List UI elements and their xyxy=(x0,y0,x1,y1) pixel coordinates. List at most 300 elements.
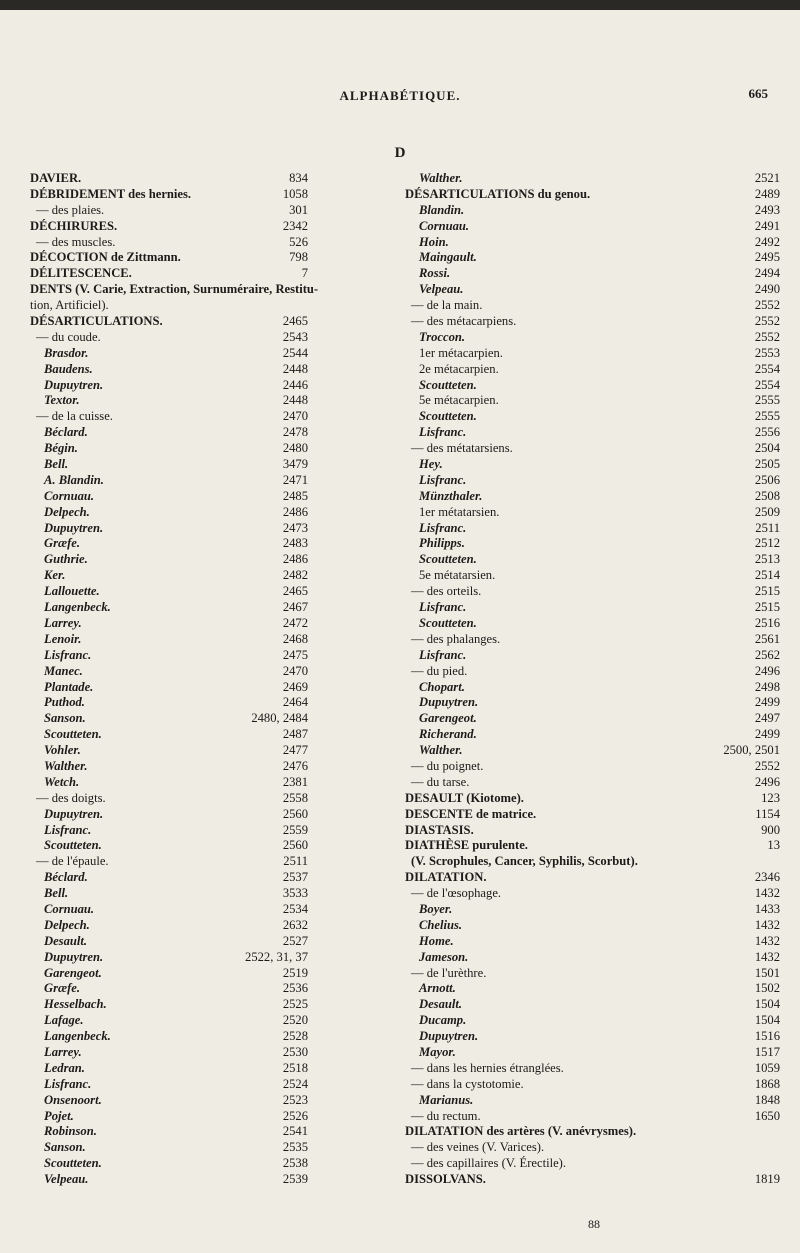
entry-reference-number: 798 xyxy=(289,250,308,265)
entry-term: DESAULT (Kiotome). xyxy=(405,790,524,805)
entry-term: 2e métacarpien. xyxy=(419,361,499,376)
index-entry xyxy=(30,187,400,203)
entry-reference-number: 2495 xyxy=(754,250,780,265)
entry-term: — des orteils. xyxy=(411,584,482,599)
entry-term: (V. Scrophules, Cancer, Syphilis, Scorbut). xyxy=(411,854,638,869)
entry-reference-number: 2511 xyxy=(755,520,780,535)
index-entry xyxy=(405,823,780,839)
entry-reference-number: 1848 xyxy=(754,1092,780,1107)
entry-term: Desault. xyxy=(44,933,88,948)
index-entry xyxy=(30,298,400,314)
entry-term: Cornuau. xyxy=(44,901,95,916)
entry-reference-number: 7 xyxy=(301,266,308,281)
index-entry xyxy=(30,219,400,235)
page-number: 665 xyxy=(748,86,768,101)
index-entry xyxy=(30,1029,400,1045)
entry-reference-number: 2500, 2501 xyxy=(723,743,780,758)
index-entry xyxy=(405,282,780,298)
index-entry xyxy=(30,902,400,918)
index-entry xyxy=(405,568,780,584)
index-entry xyxy=(30,1172,400,1188)
entry-term: Ker. xyxy=(44,568,66,583)
entry-reference-number: 2473 xyxy=(282,520,308,535)
entry-reference-number: 1432 xyxy=(754,917,780,932)
entry-term: Langenbeck. xyxy=(44,600,111,615)
entry-reference-number: 2556 xyxy=(754,425,780,440)
index-entry xyxy=(30,441,400,457)
entry-reference-number: 1058 xyxy=(282,186,308,201)
index-entry xyxy=(405,680,780,696)
entry-term: Lisfranc. xyxy=(419,600,467,615)
entry-reference-number: 2512 xyxy=(754,536,780,551)
entry-reference-number: 2528 xyxy=(282,1029,308,1044)
entry-term: — des capillaires (V. Érectile). xyxy=(411,1156,567,1171)
section-letter: D xyxy=(394,145,406,161)
entry-reference-number: 2475 xyxy=(282,647,308,662)
entry-term: — dans la cystotomie. xyxy=(411,1076,524,1091)
index-entry xyxy=(405,759,780,775)
entry-reference-number: 2518 xyxy=(282,1060,308,1075)
entry-term: — du rectum. xyxy=(411,1108,481,1123)
index-entry xyxy=(30,409,400,425)
entry-reference-number: 2537 xyxy=(282,870,308,885)
entry-term: Sanson. xyxy=(44,711,86,726)
entry-reference-number: 2562 xyxy=(754,647,780,662)
entry-term: — de la main. xyxy=(411,298,483,313)
index-entry xyxy=(405,711,780,727)
entry-term: — des métatarsiens. xyxy=(411,441,513,456)
entry-reference-number: 2469 xyxy=(282,679,308,694)
entry-term: Puthod. xyxy=(44,695,85,710)
entry-term: Onsenoort. xyxy=(44,1092,102,1107)
entry-reference-number: 2493 xyxy=(754,202,780,217)
entry-term: DÉLITESCENCE. xyxy=(30,266,132,281)
entry-reference-number: 1432 xyxy=(754,949,780,964)
index-entry xyxy=(30,330,400,346)
entry-term: Lisfranc. xyxy=(419,425,467,440)
entry-reference-number: 2492 xyxy=(754,234,780,249)
entry-term: Dupuytren. xyxy=(419,695,479,710)
index-entry xyxy=(30,759,400,775)
index-entry xyxy=(30,791,400,807)
index-entry xyxy=(405,235,780,251)
entry-term: Lafage. xyxy=(44,1013,84,1028)
entry-reference-number: 2511 xyxy=(283,854,308,869)
entry-term: 5e métatarsien. xyxy=(419,568,496,583)
entry-term: Walther. xyxy=(419,743,463,758)
entry-reference-number: 2448 xyxy=(282,361,308,376)
entry-reference-number: 2506 xyxy=(754,472,780,487)
index-entry xyxy=(30,823,400,839)
index-entry xyxy=(405,441,780,457)
entry-reference-number: 1154 xyxy=(755,806,780,821)
entry-reference-number: 2472 xyxy=(282,615,308,630)
entry-term: Hey. xyxy=(419,457,443,472)
entry-term: — de l'épaule. xyxy=(36,854,109,869)
index-entry xyxy=(405,616,780,632)
entry-term: Arnott. xyxy=(419,981,456,996)
entry-term: — des doigts. xyxy=(36,790,106,805)
entry-term: Cornuau. xyxy=(419,218,470,233)
entry-term: — de l'urèthre. xyxy=(411,965,487,980)
index-entry xyxy=(405,775,780,791)
entry-reference-number: 2499 xyxy=(754,727,780,742)
entry-term: — de l'œsophage. xyxy=(411,886,502,901)
index-entry xyxy=(405,886,780,902)
index-entry xyxy=(30,505,400,521)
entry-reference-number: 2560 xyxy=(282,806,308,821)
entry-term: Ducamp. xyxy=(419,1013,467,1028)
entry-term: Delpech. xyxy=(44,917,90,932)
entry-term: Sanson. xyxy=(44,1140,86,1155)
entry-reference-number: 2552 xyxy=(754,314,780,329)
index-entry xyxy=(405,854,780,870)
entry-reference-number: 2544 xyxy=(282,345,308,360)
entry-reference-number: 1868 xyxy=(754,1076,780,1091)
entry-reference-number: 2446 xyxy=(282,377,308,392)
entry-reference-number: 2539 xyxy=(282,1172,308,1187)
entry-term: Textor. xyxy=(44,393,80,408)
index-entry xyxy=(405,918,780,934)
index-entry xyxy=(30,250,400,266)
entry-reference-number: 2497 xyxy=(754,711,780,726)
index-entry xyxy=(405,473,780,489)
entry-reference-number: 3533 xyxy=(282,886,308,901)
index-entry xyxy=(30,600,400,616)
entry-reference-number: 2471 xyxy=(282,472,308,487)
entry-term: Dupuytren. xyxy=(419,1029,479,1044)
index-entry xyxy=(405,1172,780,1188)
entry-reference-number: 2342 xyxy=(282,218,308,233)
entry-term: Desault. xyxy=(419,997,463,1012)
entry-term: Blandin. xyxy=(419,202,465,217)
entry-term: DAVIER. xyxy=(30,171,82,185)
entry-term: Velpeau. xyxy=(419,282,464,297)
index-entry xyxy=(30,616,400,632)
index-entry xyxy=(405,1093,780,1109)
index-entry xyxy=(405,648,780,664)
index-column-left xyxy=(30,171,400,1188)
index-entry xyxy=(405,536,780,552)
index-entry xyxy=(30,775,400,791)
index-entry xyxy=(30,1077,400,1093)
entry-reference-number: 2541 xyxy=(282,1124,308,1139)
index-entry xyxy=(405,600,780,616)
entry-reference-number: 2467 xyxy=(282,600,308,615)
entry-term: Guthrie. xyxy=(44,552,88,567)
index-entry xyxy=(405,1045,780,1061)
entry-reference-number: 2513 xyxy=(754,552,780,567)
index-entry xyxy=(30,1061,400,1077)
entry-term: Delpech. xyxy=(44,504,90,519)
index-entry xyxy=(30,314,400,330)
entry-term: Chelius. xyxy=(419,917,463,932)
entry-term: — du pied. xyxy=(411,663,468,678)
entry-reference-number: 2527 xyxy=(282,933,308,948)
entry-term: Dupuytren. xyxy=(44,949,104,964)
entry-term: tion, Artificiel). xyxy=(30,298,109,313)
index-entry xyxy=(30,457,400,473)
index-entry xyxy=(405,1140,780,1156)
entry-term: DIATHÈSE purulente. xyxy=(405,838,528,853)
entry-term: Garengeot. xyxy=(419,711,477,726)
entry-term: Lenoir. xyxy=(44,631,82,646)
entry-term: Dupuytren. xyxy=(44,806,104,821)
entry-reference-number: 1059 xyxy=(754,1060,780,1075)
entry-reference-number: 2552 xyxy=(754,298,780,313)
index-entry xyxy=(405,934,780,950)
index-entry xyxy=(30,1093,400,1109)
index-entry xyxy=(30,552,400,568)
index-entry xyxy=(405,489,780,505)
index-entry xyxy=(30,584,400,600)
index-entry xyxy=(30,235,400,251)
entry-term: Walther. xyxy=(419,171,463,185)
entry-term: Pojet. xyxy=(44,1108,74,1123)
index-entry xyxy=(405,966,780,982)
entry-reference-number: 123 xyxy=(761,790,780,805)
entry-reference-number: 2516 xyxy=(754,615,780,630)
entry-term: DÉSARTICULATIONS. xyxy=(30,314,163,329)
entry-reference-number: 1433 xyxy=(754,901,780,916)
entry-term: Garengeot. xyxy=(44,965,102,980)
index-entry xyxy=(405,584,780,600)
entry-term: Manec. xyxy=(44,663,83,678)
index-entry xyxy=(30,1013,400,1029)
entry-reference-number: 2476 xyxy=(282,758,308,773)
entry-reference-number: 2480, 2484 xyxy=(251,711,308,726)
index-entry xyxy=(405,1061,780,1077)
entry-reference-number: 2470 xyxy=(282,409,308,424)
entry-reference-number: 2536 xyxy=(282,981,308,996)
entry-reference-number: 301 xyxy=(289,202,308,217)
index-entry xyxy=(30,886,400,902)
entry-term: Boyer. xyxy=(419,901,453,916)
entry-reference-number: 2559 xyxy=(282,822,308,837)
entry-reference-number: 2632 xyxy=(282,917,308,932)
entry-term: Mayor. xyxy=(419,1044,456,1059)
entry-term: Scoutteten. xyxy=(44,1156,102,1171)
index-entry xyxy=(405,902,780,918)
index-entry xyxy=(30,1140,400,1156)
entry-reference-number: 2477 xyxy=(282,743,308,758)
entry-reference-number: 2525 xyxy=(282,997,308,1012)
index-entry xyxy=(405,997,780,1013)
index-entry xyxy=(30,870,400,886)
index-entry xyxy=(30,266,400,282)
entry-reference-number: 2508 xyxy=(754,488,780,503)
entry-reference-number: 2490 xyxy=(754,282,780,297)
entry-term: Baudens. xyxy=(44,361,93,376)
index-entry xyxy=(30,568,400,584)
entry-term: Cornuau. xyxy=(44,488,95,503)
entry-reference-number: 2553 xyxy=(754,345,780,360)
entry-term: Scoutteten. xyxy=(419,615,477,630)
entry-reference-number: 1432 xyxy=(754,933,780,948)
index-entry xyxy=(405,219,780,235)
entry-reference-number: 2519 xyxy=(282,965,308,980)
index-entry xyxy=(30,282,400,298)
entry-reference-number: 2555 xyxy=(754,409,780,424)
entry-reference-number: 2381 xyxy=(282,774,308,789)
entry-term: DÉCHIRURES. xyxy=(30,218,118,233)
entry-term: DILATATION. xyxy=(405,870,487,885)
entry-term: Larrey. xyxy=(44,615,82,630)
entry-reference-number: 2552 xyxy=(754,329,780,344)
entry-term: Lisfranc. xyxy=(44,1076,92,1091)
entry-reference-number: 1501 xyxy=(754,965,780,980)
entry-reference-number: 1516 xyxy=(754,1029,780,1044)
running-title: ALPHABÉTIQUE. xyxy=(339,88,461,103)
entry-term: Philipps. xyxy=(419,536,465,551)
entry-term: Rossi. xyxy=(419,266,451,281)
signature-mark: 88 xyxy=(588,1217,600,1231)
entry-reference-number: 2530 xyxy=(282,1044,308,1059)
entry-reference-number: 834 xyxy=(289,171,308,185)
index-entry xyxy=(30,838,400,854)
entry-term: Scoutteten. xyxy=(44,838,102,853)
index-entry xyxy=(405,1077,780,1093)
entry-term: Richerand. xyxy=(419,727,477,742)
entry-reference-number: 2555 xyxy=(754,393,780,408)
entry-reference-number: 2558 xyxy=(282,790,308,805)
index-entry xyxy=(405,250,780,266)
entry-reference-number: 1504 xyxy=(754,1013,780,1028)
entry-reference-number: 2448 xyxy=(282,393,308,408)
index-entry xyxy=(30,680,400,696)
entry-term: Græfe. xyxy=(44,536,81,551)
entry-term: Walther. xyxy=(44,758,88,773)
index-entry xyxy=(405,632,780,648)
entry-term: Marianus. xyxy=(419,1092,474,1107)
index-entry xyxy=(405,950,780,966)
entry-term: Lisfranc. xyxy=(44,647,92,662)
entry-term: Larrey. xyxy=(44,1044,82,1059)
entry-term: DIASTASIS. xyxy=(405,822,474,837)
index-entry xyxy=(405,378,780,394)
index-entry xyxy=(405,664,780,680)
entry-reference-number: 2515 xyxy=(754,600,780,615)
index-entry xyxy=(405,1029,780,1045)
index-entry xyxy=(30,695,400,711)
entry-term: Jameson. xyxy=(419,949,469,964)
entry-term: DÉBRIDEMENT des hernies. xyxy=(30,186,192,201)
entry-reference-number: 2524 xyxy=(282,1076,308,1091)
index-entry xyxy=(30,171,400,187)
entry-reference-number: 900 xyxy=(761,822,780,837)
entry-term: Lisfranc. xyxy=(419,647,467,662)
scan-edge xyxy=(0,0,800,10)
entry-term: Græfe. xyxy=(44,981,81,996)
entry-reference-number: 2526 xyxy=(282,1108,308,1123)
entry-term: Hesselbach. xyxy=(44,997,107,1012)
index-entry xyxy=(30,807,400,823)
entry-term: — du tarse. xyxy=(411,774,470,789)
index-entry xyxy=(405,695,780,711)
index-entry xyxy=(30,632,400,648)
index-entry xyxy=(30,648,400,664)
entry-term: Scoutteten. xyxy=(419,409,477,424)
index-entry xyxy=(30,1109,400,1125)
index-entry xyxy=(405,838,780,854)
entry-term: — des métacarpiens. xyxy=(411,314,517,329)
entry-reference-number: 2520 xyxy=(282,1013,308,1028)
entry-reference-number: 2486 xyxy=(282,504,308,519)
index-entry xyxy=(405,870,780,886)
index-entry xyxy=(30,918,400,934)
entry-term: Scoutteten. xyxy=(419,377,477,392)
index-entry xyxy=(30,854,400,870)
index-column-right xyxy=(405,171,780,1188)
entry-term: Bégin. xyxy=(44,441,78,456)
entry-term: Lisfranc. xyxy=(419,472,467,487)
index-entry xyxy=(405,298,780,314)
index-entry xyxy=(405,791,780,807)
entry-term: Béclard. xyxy=(44,425,88,440)
entry-term: DÉCOCTION de Zittmann. xyxy=(30,250,181,265)
entry-reference-number: 2522, 31, 37 xyxy=(245,949,308,964)
entry-term: 5e métacarpien. xyxy=(419,393,499,408)
entry-reference-number: 13 xyxy=(767,838,780,853)
entry-reference-number: 2465 xyxy=(282,584,308,599)
entry-term: Chopart. xyxy=(419,679,465,694)
index-entry xyxy=(405,171,780,187)
index-entry xyxy=(30,1045,400,1061)
entry-term: Hoin. xyxy=(419,234,449,249)
entry-reference-number: 2480 xyxy=(282,441,308,456)
index-entry xyxy=(30,521,400,537)
index-entry xyxy=(405,807,780,823)
entry-term: Plantade. xyxy=(44,679,94,694)
entry-reference-number: 2521 xyxy=(754,171,780,185)
index-entry xyxy=(405,330,780,346)
entry-term: — des veines (V. Varices). xyxy=(411,1140,545,1155)
entry-reference-number: 2346 xyxy=(754,870,780,885)
entry-reference-number: 2554 xyxy=(754,361,780,376)
index-entry xyxy=(405,521,780,537)
entry-term: Velpeau. xyxy=(44,1172,89,1187)
index-entry xyxy=(30,664,400,680)
entry-reference-number: 2552 xyxy=(754,758,780,773)
index-entry xyxy=(30,934,400,950)
entry-term: Béclard. xyxy=(44,870,88,885)
index-entry xyxy=(30,981,400,997)
entry-term: Scoutteten. xyxy=(419,552,477,567)
entry-reference-number: 2470 xyxy=(282,663,308,678)
entry-term: Brasdor. xyxy=(44,345,89,360)
entry-reference-number: 2499 xyxy=(754,695,780,710)
entry-term: Troccon. xyxy=(419,329,466,344)
entry-term: — des phalanges. xyxy=(411,631,501,646)
index-entry xyxy=(405,362,780,378)
entry-term: 1er métacarpien. xyxy=(419,345,503,360)
entry-reference-number: 2534 xyxy=(282,901,308,916)
index-entry xyxy=(30,393,400,409)
entry-reference-number: 2468 xyxy=(282,631,308,646)
entry-reference-number: 2560 xyxy=(282,838,308,853)
entry-reference-number: 2543 xyxy=(282,329,308,344)
entry-reference-number: 2523 xyxy=(282,1092,308,1107)
entry-term: — du coude. xyxy=(36,329,101,344)
entry-reference-number: 2464 xyxy=(282,695,308,710)
index-entry xyxy=(405,743,780,759)
index-entry xyxy=(405,203,780,219)
index-entry xyxy=(30,966,400,982)
entry-term: — des muscles. xyxy=(36,234,116,249)
entry-term: Ledran. xyxy=(44,1060,85,1075)
entry-term: Vohler. xyxy=(44,743,81,758)
index-entry xyxy=(405,314,780,330)
